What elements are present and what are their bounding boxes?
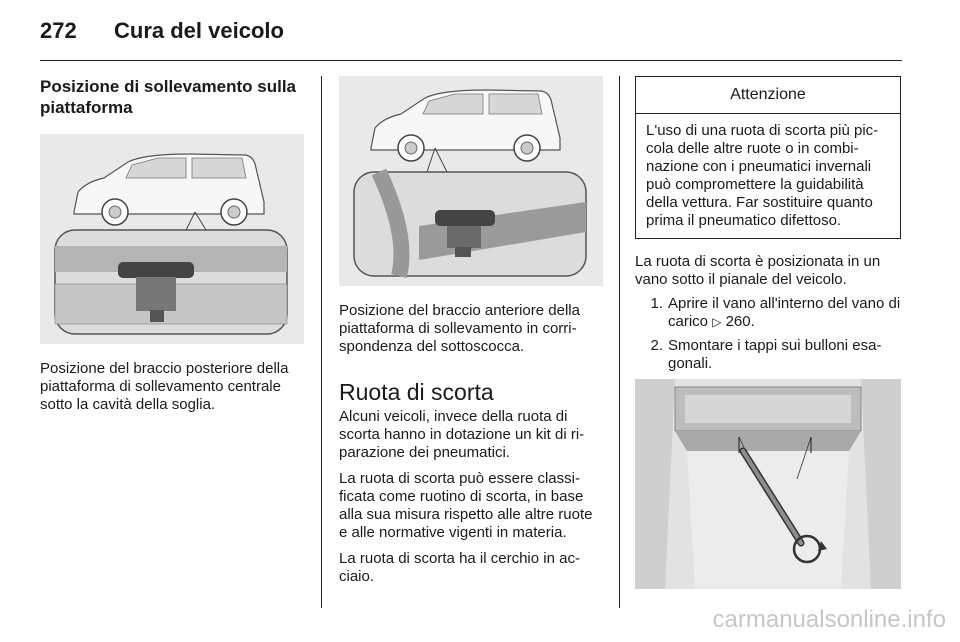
list-item bbox=[635, 295, 901, 331]
cargo-floor-drawing bbox=[635, 379, 901, 589]
arrow-reference-icon: ▷ bbox=[712, 315, 722, 329]
page-number: 272 bbox=[40, 18, 77, 43]
step-number: 1. bbox=[650, 295, 663, 312]
list-item bbox=[635, 337, 901, 373]
spare-wheel-paragraph-2: La ruota di scorta può essere classi-ficata come ruotino di scorta, in base alla sua misura rispetto alle altre ruote e alle normative vigenti in materia. bbox=[339, 470, 593, 541]
column-2 bbox=[339, 76, 603, 586]
spare-wheel-location-text: La ruota di scorta è posizionata in un vano sotto il pianale del veicolo. bbox=[635, 253, 881, 288]
front-lift-arm-illustration bbox=[339, 76, 603, 286]
warning-box bbox=[635, 76, 901, 239]
rear-lift-caption: Posizione del braccio posteriore della piattaforma di sollevamento centrale sotto la cavità della soglia. bbox=[40, 360, 289, 413]
page-title: Cura del veicolo bbox=[114, 18, 284, 43]
column-1 bbox=[40, 76, 304, 414]
steps-list bbox=[635, 295, 901, 373]
lift-position-heading: Posizione di sollevamento sulla piattaforma bbox=[40, 77, 297, 117]
step-text: Smontare i tappi sui bulloni esa-gonali. bbox=[668, 337, 882, 372]
spare-wheel-paragraph-3: La ruota di scorta ha il cerchio in ac-ciaio. bbox=[339, 550, 580, 585]
column-divider-2 bbox=[619, 76, 620, 608]
front-lift-arm-drawing bbox=[339, 76, 603, 286]
spare-wheel-heading: Ruota di scorta bbox=[339, 379, 494, 405]
step-number: 2. bbox=[650, 337, 663, 354]
page-reference-link[interactable]: 260. bbox=[725, 313, 755, 330]
cargo-floor-illustration bbox=[635, 379, 901, 589]
footer-watermark: carmanualsonline.info bbox=[712, 606, 946, 633]
spare-wheel-paragraph-1: Alcuni veicoli, invece della ruota di scorta hanno in dotazione un kit di ri-parazione dei pneumatici. bbox=[339, 408, 585, 461]
step-text: Aprire il vano all'interno del vano di carico ▷ 260. bbox=[668, 295, 901, 330]
column-3 bbox=[635, 76, 901, 589]
warning-text: L'uso di una ruota di scorta più pic-cola delle altre ruote o in combi-nazione con i pneumatici invernali può compromettere la guidabilità della vettura. Far sostituire quanto prima il pneumatico difettoso. bbox=[646, 122, 879, 229]
header-divider bbox=[40, 60, 902, 61]
front-lift-caption: Posizione del braccio anteriore della piattaforma di sollevamento in corri-spondenza del sottoscocca. bbox=[339, 302, 580, 355]
warning-title: Attenzione bbox=[636, 77, 900, 114]
rear-lift-arm-drawing bbox=[40, 134, 304, 344]
column-divider-1 bbox=[321, 76, 322, 608]
rear-lift-arm-illustration bbox=[40, 134, 304, 344]
